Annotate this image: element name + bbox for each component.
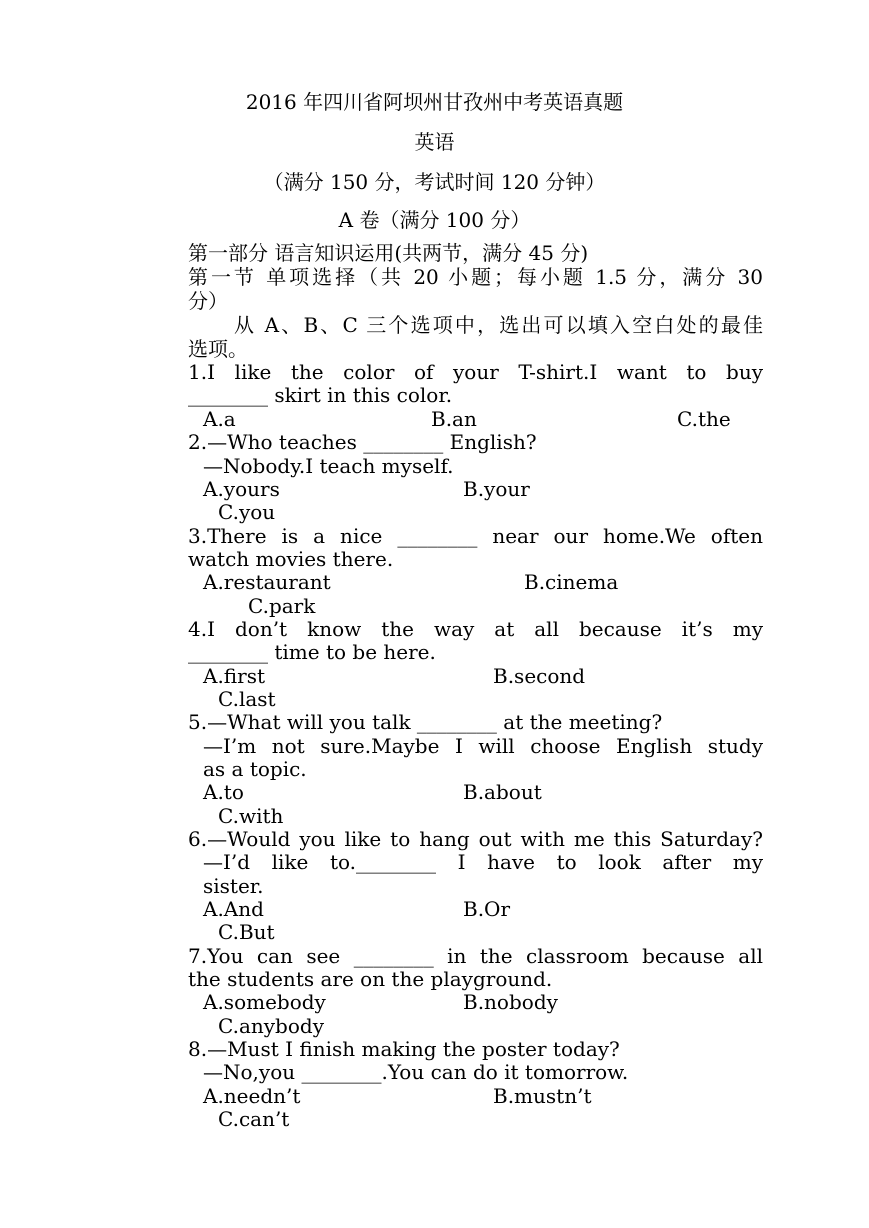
instruction-text: 从 A、B、C 三个选项中，选出可以填入空白处的最佳 [234, 313, 763, 337]
q1-option-a: A.a [203, 407, 236, 431]
q8-option-a: A.needn’t [203, 1084, 301, 1108]
question-8: 8.—Must I finish making the poster today? [188, 1037, 620, 1061]
question-5: 5.—What will you talk ________ at the meeting? [188, 710, 663, 734]
q7-option-c: C.anybody [218, 1014, 324, 1038]
q3-option-b: B.cinema [524, 570, 619, 594]
q3-option-a: A.restaurant [203, 570, 331, 594]
question-7: 7.You can see ________ in the classroom because all [188, 944, 763, 968]
part-heading: 第一部分 语言知识运用(共两节，满分 45 分) [188, 241, 589, 265]
q5-option-a: A.to [203, 780, 244, 804]
question-4-cont: ________ time to be here. [188, 640, 436, 664]
q2-option-a: A.yours [203, 477, 280, 501]
instruction-text-cont: 选项。 [188, 337, 248, 361]
q2-option-b: B.your [463, 477, 530, 501]
question-8-cont: —No,you ________.You can do it tomorrow. [203, 1060, 629, 1084]
q8-option-c: C.can’t [218, 1107, 290, 1131]
q8-option-b: B.mustn’t [493, 1084, 592, 1108]
section-heading: 第一节 单项选择（共 20 小题；每小题 1.5 分，满分 30 [188, 265, 763, 289]
q1-option-c: C.the [677, 407, 731, 431]
question-6-cont: —I’d like to.________ I have to look after my [203, 850, 763, 874]
q2-option-c: C.you [218, 500, 276, 524]
question-5-cont: —I’m not sure.Maybe I will choose English study [203, 734, 763, 758]
question-4: 4.I don’t know the way at all because it’s my [188, 617, 763, 641]
q7-option-a: A.somebody [203, 990, 326, 1014]
exam-info: （满分 150 分，考试时间 120 分钟） [263, 170, 606, 194]
q3-option-c: C.park [248, 594, 316, 618]
exam-title: 2016 年四川省阿坝州甘孜州中考英语真题 [245, 90, 624, 114]
question-6: 6.—Would you like to hang out with me this Saturday? [188, 827, 763, 851]
q7-option-b: B.nobody [463, 990, 558, 1014]
q5-option-c: C.with [218, 804, 284, 828]
question-5-cont2: as a topic. [203, 757, 307, 781]
question-3-cont: watch movies there. [188, 547, 394, 571]
question-7-cont: the students are on the playground. [188, 967, 553, 991]
subject-label: 英语 [414, 130, 455, 154]
q4-option-a: A.first [203, 664, 266, 688]
q4-option-c: C.last [218, 687, 276, 711]
section-heading-cont: 分） [188, 289, 228, 313]
q6-option-c: C.But [218, 920, 275, 944]
question-2: 2.—Who teaches ________ English? [188, 430, 537, 454]
q5-option-b: B.about [463, 780, 542, 804]
q6-option-a: A.And [203, 897, 264, 921]
question-3: 3.There is a nice ________ near our home.We often [188, 524, 763, 548]
q6-option-b: B.Or [463, 897, 511, 921]
question-1: 1.I like the color of your T-shirt.I want to buy [188, 360, 763, 384]
q1-option-b: B.an [431, 407, 477, 431]
question-2-cont: —Nobody.I teach myself. [203, 454, 454, 478]
volume-label: A 卷（满分 100 分） [338, 208, 531, 232]
q4-option-b: B.second [493, 664, 586, 688]
question-6-cont2: sister. [203, 874, 264, 898]
question-1-cont: ________ skirt in this color. [188, 383, 453, 407]
